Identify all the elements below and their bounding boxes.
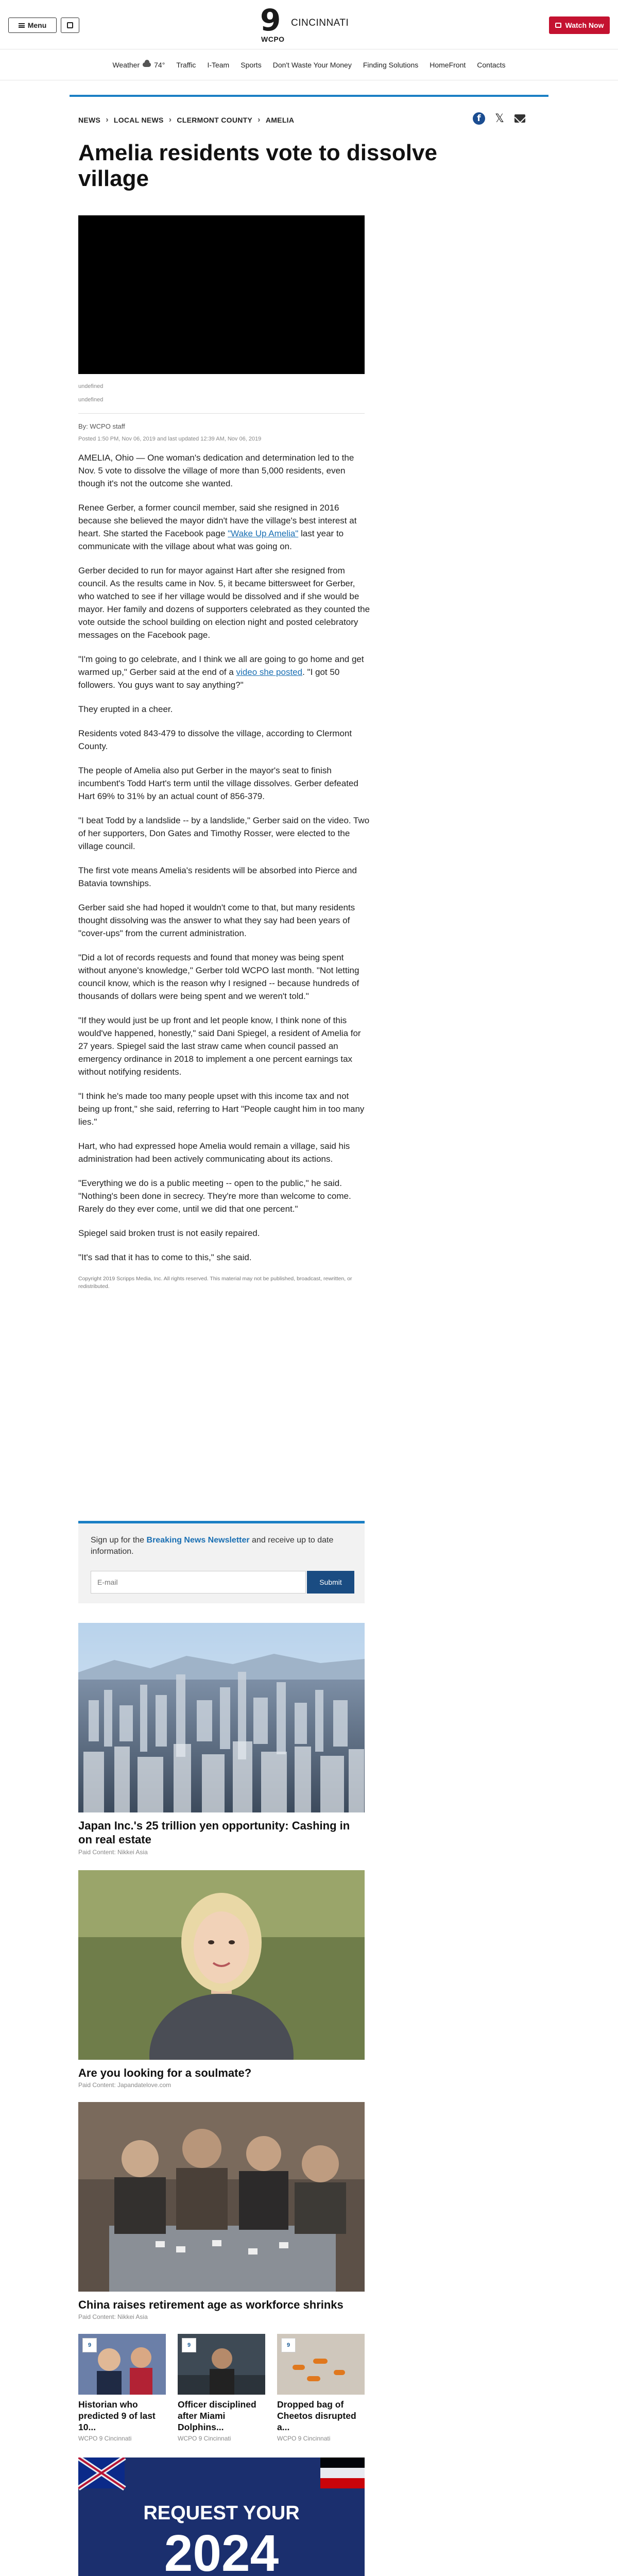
site-logo[interactable]: [260, 3, 363, 44]
ad-title[interactable]: Japan Inc.'s 25 trillion yen opportunity: Cashing in on real estate: [78, 1819, 350, 1846]
paragraph: Gerber said she had hoped it wouldn't come to that, but many residents thought dissolving was the answer to what they say had been years of "cover-ups" from the current administration.: [78, 903, 355, 938]
video-caption-credit: undefined: [78, 397, 104, 403]
related-title: Dropped bag of Cheetos disrupted a...: [277, 2399, 356, 2432]
newsletter-signup: [78, 1521, 365, 1603]
tv-icon: [555, 23, 561, 28]
ad-title[interactable]: China raises retirement age as workforce shrinks: [78, 2298, 344, 2311]
related-card[interactable]: [178, 2334, 265, 2442]
paragraph-text: last year to communicate with the village about what was going on.: [78, 529, 344, 551]
video-player[interactable]: [78, 215, 365, 374]
breadcrumb-clermont-county[interactable]: CLERMONT COUNTY: [177, 116, 253, 124]
breadcrumb-local-news[interactable]: LOCAL NEWS: [113, 116, 164, 124]
logo-mark: 9: [260, 3, 281, 38]
paragraph: [78, 653, 372, 691]
paragraph: AMELIA, Ohio — One woman's dedication and determination led to the Nov. 5 vote to dissolve the village of more than 5,000 residents, even though it's not the outcome she wanted.: [78, 453, 354, 488]
ad-image-japan-skyline[interactable]: [78, 1623, 365, 1812]
ad-title[interactable]: Are you looking for a soulmate?: [78, 2066, 252, 2079]
woman-portrait-image: [78, 1870, 365, 2060]
square-icon: [67, 22, 73, 28]
video-caption: undefined: [78, 383, 104, 389]
chevron-right-icon: ›: [168, 115, 172, 124]
paragraph: Residents voted 843-479 to dissolve the village, according to Clermont County.: [78, 728, 352, 751]
nav-item-contacts[interactable]: Contacts: [477, 60, 506, 69]
watch-label: Watch Now: [565, 21, 604, 29]
paragraph: Gerber decided to run for mayor against Hart after she resigned from council. As the results came in Nov. 5, it became bittersweet for Gerber, who watched to see if her village would be dissolved and if she would be mayor. Her family and dozens of supporters celebrated as they counted the vote outside the school building on election night and posted celebratory messages on the Facebook page.: [78, 566, 370, 640]
top-header: [0, 0, 618, 49]
watch-now-button[interactable]: [549, 16, 610, 34]
wcpo-badge: 9: [281, 2338, 296, 2352]
menu-button[interactable]: [8, 18, 57, 33]
newsletter-text: [91, 1535, 353, 1557]
paragraph: The first vote means Amelia's residents will be absorbed into Pierce and Batavia townships.: [78, 866, 357, 888]
weather-label: Weather: [112, 60, 140, 69]
newsletter-text-a: Sign up for the: [91, 1536, 147, 1545]
related-thumbnail: [277, 2334, 365, 2395]
section-divider: [70, 95, 548, 97]
paragraph: "Did a lot of records requests and found that money was being spent without anyone's knowledge," Gerber told WCPO last month. "Not letting council know, which is the reason why I resigned -- because hundreds of thousands of dollars were being spent and we weren't told.": [78, 953, 359, 1001]
related-card[interactable]: [78, 2334, 166, 2442]
breadcrumb-amelia[interactable]: AMELIA: [265, 116, 295, 124]
paragraph-text: "I'm going to go celebrate, and I think we all are going to go home and get warmed up," Gerber said at the end of a: [78, 654, 364, 677]
nav-item-sports[interactable]: Sports: [241, 60, 262, 69]
ad-source: Paid Content: Nikkei Asia: [78, 1849, 148, 1856]
article-headline: Amelia residents vote to dissolve village: [78, 140, 437, 191]
breadcrumb: [78, 115, 294, 125]
video-she-posted-link[interactable]: video she posted: [236, 667, 303, 677]
paragraph: [78, 501, 372, 553]
logo-call-letters: WCPO: [261, 35, 285, 43]
elderly-men-playing-image: [78, 2102, 365, 2292]
submit-button[interactable]: Submit: [307, 1571, 354, 1594]
related-source: WCPO 9 Cincinnati: [178, 2435, 231, 2442]
menu-label: Menu: [27, 21, 47, 29]
paragraph: Hart, who had expressed hope Amelia would remain a village, said his administration had been actively communicating about its actions.: [78, 1141, 350, 1164]
nav-item-dont-waste-your-money[interactable]: Don't Waste Your Money: [272, 60, 352, 69]
paragraph: "I beat Todd by a landslide -- by a landslide," Gerber said on the video. Two of her supporters, Don Gates and Timothy Rosser, were elected to the village council.: [78, 816, 370, 851]
article-body: [78, 451, 372, 1302]
ballot-line2: 2024: [164, 2524, 279, 2576]
ad-source: Paid Content: Japandatelove.com: [78, 2081, 171, 2089]
email-share-icon[interactable]: [514, 112, 526, 125]
wcpo-badge: 9: [82, 2338, 97, 2352]
main-nav: [0, 49, 618, 80]
x-share-icon[interactable]: 𝕏: [495, 112, 504, 125]
posted-timestamp: Posted 1:50 PM, Nov 06, 2019 and last updated 12:39 AM, Nov 06, 2019: [78, 436, 262, 442]
paragraph: The people of Amelia also put Gerber in the mayor's seat to finish incumbent's Todd Hart's term until the village dissolves. Gerber defeated Hart 69% to 31% by an actual count of 856-379.: [78, 766, 358, 801]
cloud-icon: [143, 62, 151, 67]
hamburger-icon: [19, 23, 25, 28]
ad-image-woman[interactable]: [78, 1870, 365, 2060]
related-thumbnail: [78, 2334, 166, 2395]
newsletter-text-b: and receive up to date information.: [91, 1536, 334, 1556]
ballot-line1: REQUEST YOUR: [143, 2502, 300, 2524]
search-toggle-button[interactable]: [61, 18, 79, 33]
nav-item-finding-solutions[interactable]: Finding Solutions: [363, 60, 419, 69]
wcpo-badge: 9: [182, 2338, 196, 2352]
paragraph: They erupted in a cheer.: [78, 704, 173, 714]
nav-item-traffic[interactable]: Traffic: [176, 60, 196, 69]
paragraph: "It's sad that it has to come to this," she said.: [78, 1252, 252, 1262]
ad-image-ballot[interactable]: [78, 2458, 365, 2576]
related-title: Officer disciplined after Miami Dolphins...: [178, 2399, 256, 2432]
paragraph-text: Renee Gerber, a former council member, said she resigned in 2016 because she believed the mayor didn't have the village's best interest at heart. She started the Facebook page: [78, 503, 357, 538]
facebook-share-icon[interactable]: f: [473, 112, 485, 125]
ad-image-elderly-men[interactable]: [78, 2102, 365, 2292]
email-input[interactable]: [91, 1571, 306, 1594]
related-card[interactable]: [277, 2334, 365, 2442]
paragraph: "If they would just be up front and let people know, I think none of this would've happened, honestly," said Dani Spiegel, a resident of Amelia for 27 years. Spiegel said the last straw came when council passed an emergency ordinance in 2018 to implement a one percent earnings tax without notifying residents.: [78, 1015, 361, 1077]
paragraph: "Everything we do is a public meeting -- open to the public," he said. "Nothing's been done in secrecy. They're more than welcome to come. Rarely do they ever come, until we did that one percent.": [78, 1178, 351, 1214]
weather-temp: 74°: [154, 60, 165, 69]
ballot-flags-image: [78, 2458, 365, 2576]
city-skyline-image: [78, 1623, 365, 1812]
nav-item-i-team[interactable]: I-Team: [207, 60, 230, 69]
byline: By: WCPO staff: [78, 422, 125, 430]
paragraph: "I think he's made too many people upset with this income tax and not being up front," she said, referring to Hart "People caught him in too many lies.": [78, 1091, 365, 1127]
related-source: WCPO 9 Cincinnati: [277, 2435, 331, 2442]
caption-divider: [78, 413, 365, 414]
nav-item-homefront[interactable]: HomeFront: [430, 60, 466, 69]
wake-up-amelia-link[interactable]: "Wake Up Amelia": [228, 529, 299, 538]
chevron-right-icon: ›: [258, 115, 261, 124]
share-bar: [473, 112, 526, 125]
newsletter-name: Breaking News Newsletter: [146, 1536, 250, 1545]
chevron-right-icon: ›: [106, 115, 109, 124]
paragraph-text: . "I got 50 followers. You guys want to say anything?": [78, 667, 340, 690]
breadcrumb-news[interactable]: NEWS: [78, 116, 101, 124]
nav-weather[interactable]: [112, 61, 165, 69]
logo-city: CINCINNATI: [291, 18, 349, 28]
ad-source: Paid Content: Nikkei Asia: [78, 2313, 148, 2320]
related-source: WCPO 9 Cincinnati: [78, 2435, 132, 2442]
paragraph: Spiegel said broken trust is not easily repaired.: [78, 1228, 260, 1238]
related-thumbnail: [178, 2334, 265, 2395]
related-title: Historian who predicted 9 of last 10...: [78, 2399, 156, 2432]
copyright-notice: Copyright 2019 Scripps Media, Inc. All rights reserved. This material may not be published, broadcast, rewritten, or redistributed.: [78, 1276, 352, 1290]
